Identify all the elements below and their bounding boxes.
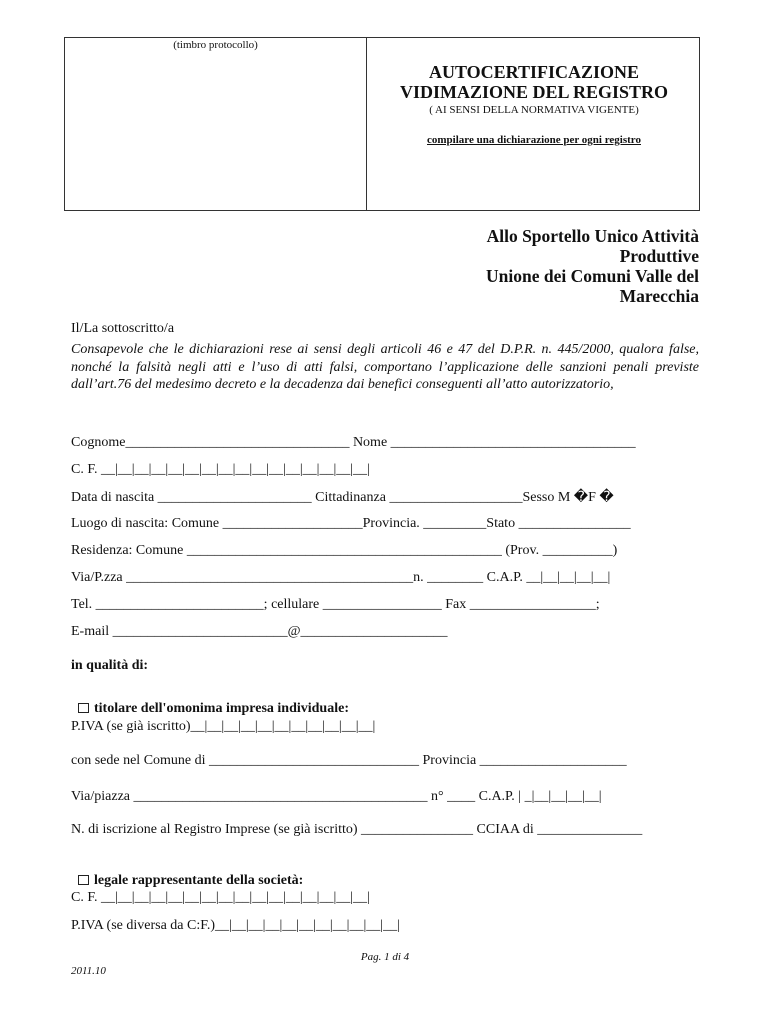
legale-checkbox[interactable] [78, 875, 89, 885]
legale-option[interactable] [71, 857, 303, 889]
registro-imprese-field[interactable]: N. di iscrizione al Registro Imprese (se già iscritto) ________________ CCIAA di _______________ [71, 822, 643, 837]
title-block [367, 38, 701, 146]
addressee-block [486, 226, 699, 306]
titolare-option[interactable] [71, 685, 349, 717]
addressee-line2: Produttive [619, 246, 699, 266]
document-title-line1: AUTOCERTIFICAZIONE [428, 62, 640, 82]
piva-societa-field[interactable]: P.IVA (se diversa da C:F.)__|__|__|__|__|__|__|__|__|__|__| [71, 918, 400, 933]
stamp-label: (timbro protocollo) [173, 39, 258, 51]
titolare-label: titolare dell'omonima impresa individuale: [94, 701, 349, 716]
via-cap-field[interactable]: Via/P.zza _________________________________________n. ________ C.A.P. __|__|__|__|__| [71, 570, 611, 585]
luogo-nascita-field[interactable]: Luogo di nascita: Comune ____________________Provincia. _________Stato ________________ [71, 516, 631, 531]
piva-field[interactable]: P.IVA (se già iscritto)__|__|__|__|__|__|__|__|__|__|__| [71, 719, 376, 734]
intro-text: Il/La sottoscritto/a [71, 321, 175, 336]
cognome-nome-field[interactable]: Cognome________________________________ Nome ___________________________________ [71, 435, 636, 450]
nascita-cittadinanza-sesso-field[interactable]: Data di nascita ______________________ Cittadinanza ___________________Sesso M �F � [71, 490, 614, 505]
codice-fiscale-field[interactable]: C. F. __|__|__|__|__|__|__|__|__|__|__|__|__|__|__|__| [71, 462, 370, 477]
declaration-text: Consapevole che le dichiarazioni rese ai sensi degli articoli 46 e 47 del D.P.R. n. 445/2000, qualora false, nonché la falsità negli atti e l’uso di atti falsi, comportano l’applicazione delle sanzioni penali previste dall’art.76 del medesimo decreto e la decadenza dai benefici conseguenti all’atto autorizzatorio, [71, 342, 699, 392]
codice-fiscale-societa-field[interactable]: C. F. __|__|__|__|__|__|__|__|__|__|__|__|__|__|__|__| [71, 890, 370, 905]
legale-label: legale rappresentante della società: [94, 873, 304, 888]
compile-note: compilare una dichiarazione per ogni registro [427, 134, 641, 146]
addressee-line3: Unione dei Comuni Valle del [486, 266, 699, 286]
via-piazza-field[interactable]: Via/piazza __________________________________________ n° ____ C.A.P. | _|__|__|__|__| [71, 789, 602, 804]
tel-cellulare-fax-field[interactable]: Tel. ________________________; cellulare _________________ Fax __________________; [71, 597, 600, 612]
document-subtitle: ( AI SENSI DELLA NORMATIVA VIGENTE) [429, 104, 639, 116]
document-code: 2011.10 [71, 965, 106, 977]
page-number: Pag. 1 di 4 [360, 951, 410, 963]
email-field[interactable]: E-mail _________________________@_____________________ [71, 624, 448, 639]
titolare-checkbox[interactable] [78, 703, 89, 713]
document-title-line2: VIDIMAZIONE DEL REGISTRO [399, 82, 669, 102]
qualita-heading: in qualità di: [71, 658, 149, 673]
addressee-line1: Allo Sportello Unico Attività [486, 226, 699, 246]
addressee-line4: Marecchia [619, 286, 699, 306]
residenza-field[interactable]: Residenza: Comune _____________________________________________ (Prov. __________) [71, 543, 618, 558]
header-box [64, 37, 700, 211]
sede-comune-field[interactable]: con sede nel Comune di ______________________________ Provincia _____________________ [71, 753, 627, 768]
